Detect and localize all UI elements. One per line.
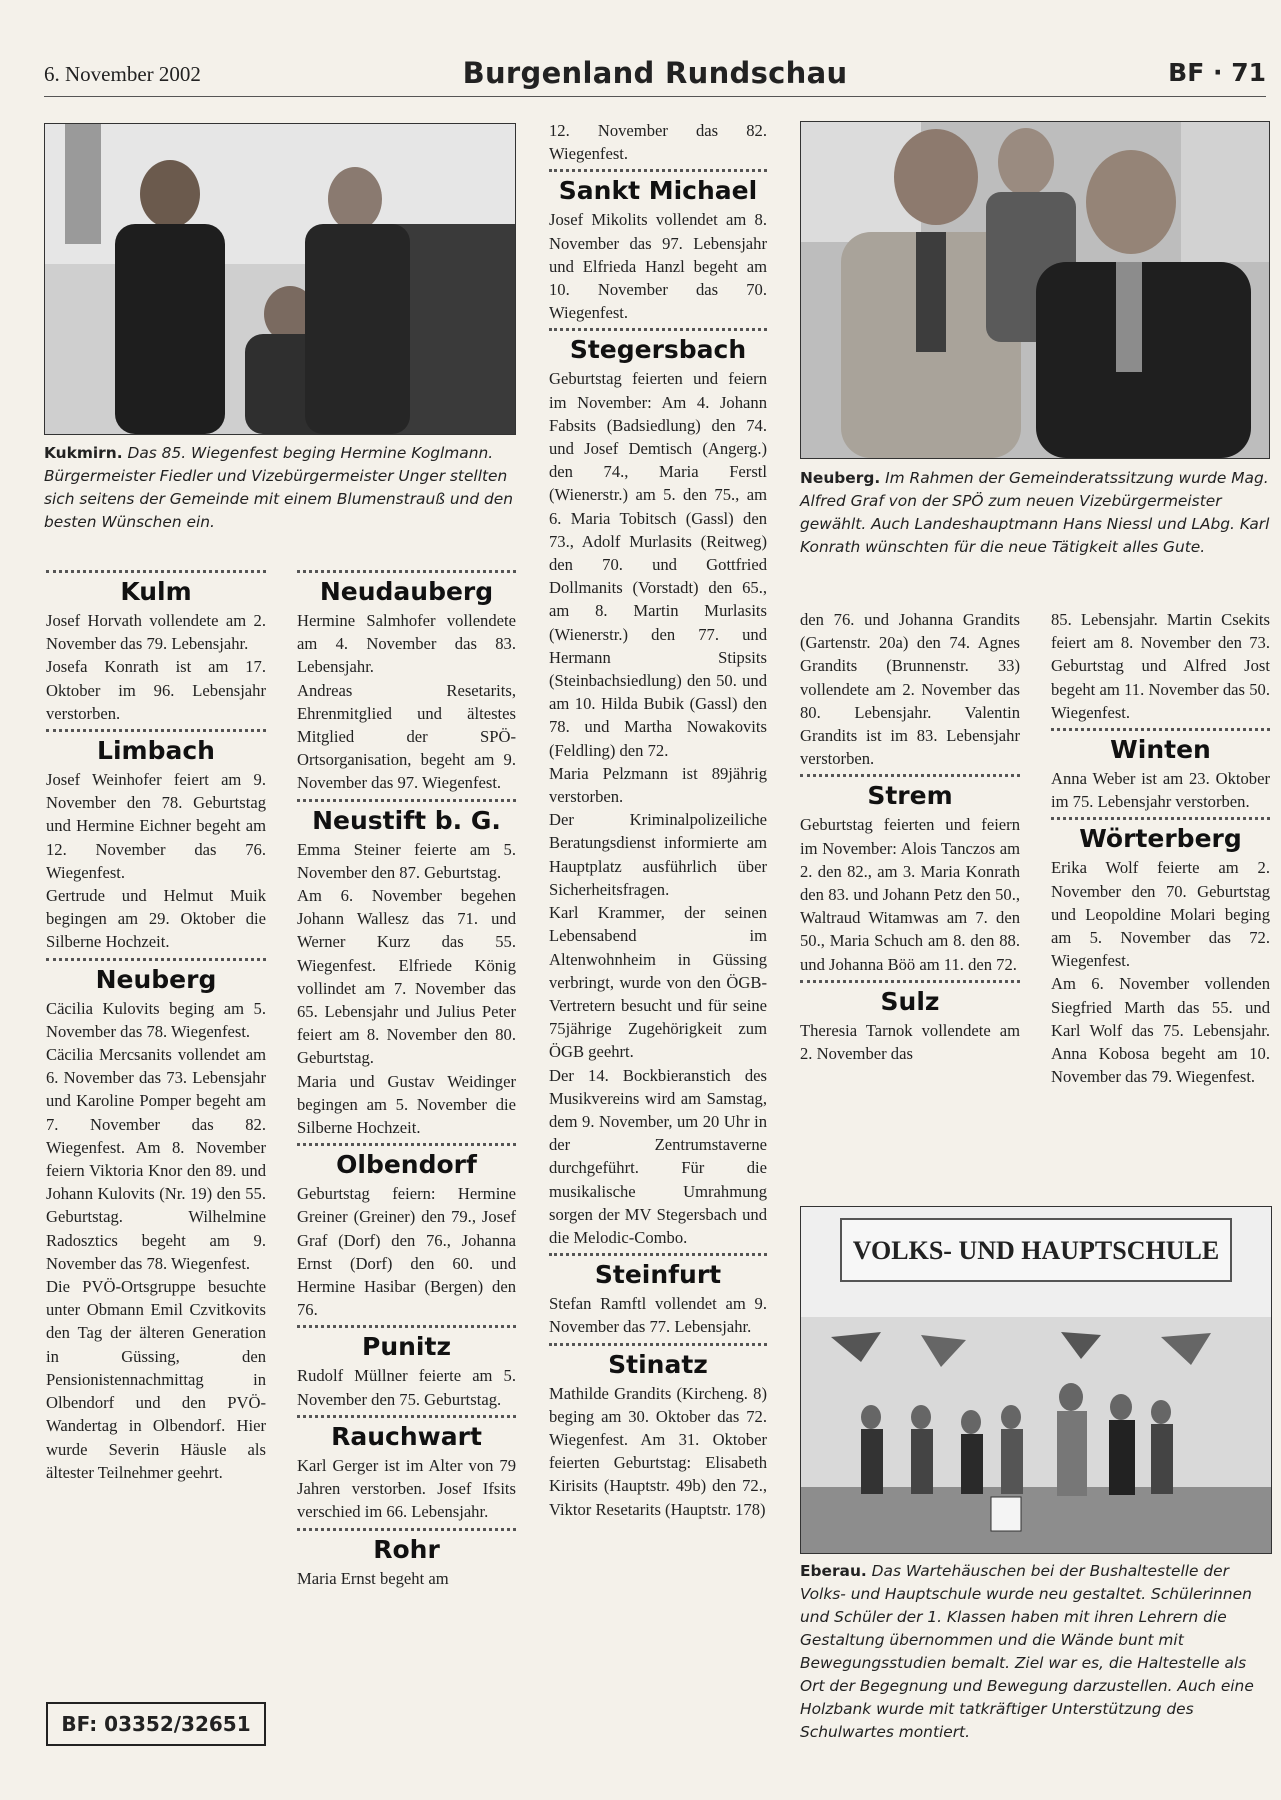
place-heading: Sankt Michael: [558, 176, 758, 206]
article-paragraph: Geburtstag feierten und feiern im November: Alois Tanczos am 2. den 82., am 3. Maria Konrath den 83. und Johann Petz den 50., Waltraud Witamwas am 7. den 50., Maria Schuch am 8. den 88. und Johanna Böö am 11. den 72.: [800, 815, 1020, 974]
place-heading: Neudauberg: [319, 577, 494, 606]
article-paragraph: Am 6. November vollenden Siegfried Marth das 55. und Karl Wolf das 75. Lebensjahr. Anna Kobosa begeht am 10. November das 79. Wiegenfest.: [1051, 974, 1270, 1087]
continued-paragraph: 12. November das 82. Wiegenfest.: [549, 121, 767, 164]
place-heading: Wörterberg: [1079, 824, 1242, 854]
article-paragraph: Gertrude und Helmut Muik begingen am 29. Oktober die Silberne Hochzeit.: [46, 886, 266, 952]
article-paragraph: Der Kriminalpolizeiliche Beratungsdienst informierte am Hauptplatz ausführlich über Sicherheitsfragen.: [549, 810, 767, 899]
dotted-divider: [549, 1343, 767, 1346]
dotted-divider: [549, 328, 767, 331]
place-heading: Punitz: [362, 1332, 451, 1362]
article-section: [297, 1325, 516, 1410]
dotted-divider: [1051, 728, 1270, 731]
dotted-divider: [297, 1415, 516, 1418]
place-heading: Sulz: [880, 986, 940, 1016]
article-section: [46, 570, 266, 725]
page-number: BF · 71: [1168, 58, 1266, 87]
article-paragraph: Josef Weinhofer feiert am 9. November den 78. Geburtstag und Hermine Eichner begeht am 12. November das 76. Wiegenfest.: [46, 770, 266, 882]
place-heading: Rauchwart: [331, 1421, 482, 1451]
article-section: [800, 774, 1020, 975]
dotted-divider: [549, 1253, 767, 1256]
article-section: [46, 958, 266, 1484]
place-heading: Olbendorf: [336, 1150, 477, 1180]
place-heading: Kulm: [120, 577, 192, 606]
article-section: [800, 980, 1020, 1065]
dotted-divider: [549, 169, 767, 172]
article-section: [549, 1253, 767, 1338]
dotted-divider: [1051, 817, 1270, 820]
caption-place: Neuberg.: [800, 469, 881, 487]
neuberg-caption: [800, 467, 1270, 559]
eberau-photo-image: [801, 1207, 1271, 1553]
caption-text: Im Rahmen der Gemeinderatssitzung wurde Mag. Alfred Graf von der SPÖ zum neuen Vizebürgermeister gewählt. Auch Landeshauptmann Hans Niessl und LAbg. Karl Konrath wünschten für die neue Tätigkeit alles Gute.: [800, 469, 1270, 556]
place-heading: Stegersbach: [569, 335, 747, 365]
article-paragraph: Am 6. November begehen Johann Wallesz das 71. und Werner Kurz das 55. Wiegenfest. Elfriede König vollindet am 7. November das 65. Lebensjahr und Julius Peter feiert am 8. November den 80. Geburtstag.: [297, 886, 516, 1068]
article-paragraph: Hermine Salmhofer vollendete am 4. November das 83. Lebensjahr.: [297, 611, 516, 677]
column-4: [800, 608, 1020, 1065]
article-paragraph: Geburtstag feiern: Hermine Greiner (Greiner) den 79., Josef Graf (Dorf) den 76., Johanna Ernst (Dorf) den 60. und Hermine Hasibar (Bergen) den 76.: [297, 1184, 516, 1320]
article-paragraph: Andreas Resetarits, Ehrenmitglied und ältestes Mitglied der SPÖ-Ortsorganisation, begeht am 9. November das 97. Wiegenfest.: [297, 680, 516, 793]
caption-text: Das 85. Wiegenfest beging Hermine Koglmann. Bürgermeister Fiedler und Vizebürgermeister Unger stellten sich seitens der Gemeinde mit einem Blumenstrauß und den besten Wünschen ein.: [44, 444, 513, 531]
newspaper-title: Burgenland Rundschau: [462, 56, 848, 90]
caption-place: Eberau.: [800, 1562, 867, 1580]
place-heading: Strem: [867, 781, 953, 811]
dotted-divider: [297, 799, 516, 802]
article-section: [549, 1343, 767, 1521]
school-sign-text: VOLKS- UND HAUPTSCHULE: [852, 1236, 1220, 1265]
article-paragraph: Mathilde Grandits (Kircheng. 8) beging am 30. Oktober das 72. Wiegenfest. Am 31. Oktober feierten Geburtstag: Elisabeth Kirisits (Hauptstr. 49b) den 72., Viktor Resetarits (Hauptstr. 178): [549, 1383, 767, 1519]
dotted-divider: [297, 1143, 516, 1146]
article-section: [297, 570, 516, 795]
continued-paragraph: 85. Lebensjahr. Martin Csekits feiert am 8. November den 73. Geburtstag und Alfred Jost begeht am 11. November das 50. Wiegenfest.: [1051, 610, 1270, 722]
dotted-divider: [46, 570, 266, 573]
article-section: [297, 1528, 516, 1590]
place-heading: Rohr: [373, 1534, 440, 1564]
neuberg-photo-image: [801, 122, 1269, 458]
article-section: [297, 1143, 516, 1321]
place-heading: Limbach: [97, 736, 215, 766]
eberau-photo: [800, 1206, 1272, 1554]
caption-text: Das Wartehäuschen bei der Bushaltestelle der Volks- und Hauptschule wurde neu gestaltet. Schülerinnen und Schüler der 1. Klassen haben mit ihren Lehrern die Gestaltung übernommen und die Wände bunt mit Bewegungsstudien bemalt. Ziel war es, die Haltestelle als Ort der Begegnung und Bewegung darzustellen. Auch eine Holzbank wurde mit tatkräftiger Unterstützung des Schulwartes montiert.: [800, 1562, 1254, 1741]
article-section: [549, 328, 767, 1249]
article-paragraph: Josef Horvath vollendete am 2. November das 79. Lebensjahr.: [46, 611, 266, 654]
place-heading: Steinfurt: [594, 1260, 722, 1290]
continued-paragraph: den 76. und Johanna Grandits (Gartenstr. 20a) den 74. Agnes Grandits (Brunnenstr. 33) vollendete am 2. November das 80. Lebensjahr. Valentin Grandits ist im 83. Lebensjahr verstorben.: [800, 610, 1020, 769]
article-paragraph: Cäcilia Mercsanits vollendet am 6. November das 73. Lebensjahr und Karoline Pomper begeht am 7. November das 82. Wiegenfest. Am 8. November feiern Viktoria Knor den 89. und Johann Kulovits (Nr. 19) den 55. Geburtstag. Wilhelmine Radosztics begeht am 9. November das 78. Wiegenfest.: [46, 1045, 266, 1273]
article-paragraph: Die PVÖ-Ortsgruppe besuchte unter Obmann Emil Czvitkovits den Tag der älteren Generation in Güssing, den Pensionistennachmittag in Olbendorf und den PVÖ-Wandertag in Olbendorf. Hier wurde Severin Häusle als ältester Teilnehmer geehrt.: [46, 1277, 266, 1482]
article-section: [1051, 817, 1270, 1088]
page-header: [44, 56, 1266, 97]
kukmirn-photo: [44, 123, 516, 435]
article-paragraph: Erika Wolf feierte am 2. November den 70. Geburtstag und Leopoldine Molari beging am 5. November das 72. Wiegenfest.: [1051, 858, 1270, 971]
dotted-divider: [800, 980, 1020, 983]
article-section: [1051, 728, 1270, 813]
dotted-divider: [46, 729, 266, 732]
article-paragraph: Theresia Tarnok vollendete am 2. November das: [800, 1020, 1020, 1064]
column-1: [46, 566, 266, 1484]
article-section: [46, 729, 266, 954]
eberau-caption: [800, 1560, 1272, 1744]
article-paragraph: Stefan Ramftl vollendet am 9. November das 77. Lebensjahr.: [549, 1294, 767, 1337]
dotted-divider: [46, 958, 266, 961]
article-paragraph: Der 14. Bockbieranstich des Musikvereins wird am Samstag, dem 9. November, um 20 Uhr in der Zentrumstaverne durchgeführt. Für die musikalische Umrahmung sorgen der MV Stegersbach und die Melodic-Combo.: [549, 1065, 767, 1247]
article-paragraph: Josefa Konrath ist am 17. Oktober im 96. Lebensjahr verstorben.: [46, 657, 266, 723]
article-section: [549, 169, 767, 324]
dotted-divider: [297, 1528, 516, 1531]
article-paragraph: Emma Steiner feierte am 5. November den 87. Geburtstag.: [297, 839, 516, 882]
dotted-divider: [800, 774, 1020, 777]
column-2: [297, 566, 516, 1590]
article-paragraph: Rudolf Müllner feierte am 5. November den 75. Geburtstag.: [297, 1366, 516, 1409]
dotted-divider: [297, 1325, 516, 1328]
article-section: [297, 799, 516, 1140]
article-paragraph: Karl Krammer, der seinen Lebensabend im Altenwohnheim in Güssing verbringt, wurde von den ÖGB-Vertretern besucht und für seine 75jährige Zugehörigkeit zum ÖGB geehrt.: [549, 903, 767, 1062]
article-paragraph: Maria und Gustav Weidinger begingen am 5. November die Silberne Hochzeit.: [297, 1071, 516, 1138]
kukmirn-caption: [44, 442, 516, 534]
place-heading: Neustift b. G.: [312, 805, 501, 835]
kukmirn-photo-image: [45, 124, 515, 434]
column-3: [549, 119, 767, 1521]
phone-box: BF: 03352/32651: [46, 1702, 266, 1746]
article-paragraph: Geburtstag feierten und feiern im November: Am 4. Johann Fabsits (Badsiedlung) den 74. und Josef Demtisch (Angerg.) den 74., Maria Ferstl (Wienerstr.) am 5. den 75., am 6. Maria Tobitsch (Gassl) den 73., Adolf Murlasits (Reitweg) den 70. und Gottfried Dollmanits (Vorstadt) den 65., am 8. Martin Murlasits (Wienerstr.) den 77. und Hermann Stipsits (Steinbachsiedlung) den 50. und am 10. Hilda Bubik (Gassl) den 78. und Martha Nowakovits (Feldling) den 72.: [549, 369, 767, 760]
article-paragraph: Anna Weber ist am 23. Oktober im 75. Lebensjahr verstorben.: [1051, 769, 1270, 812]
place-heading: Winten: [1110, 735, 1211, 765]
article-paragraph: Karl Gerger ist im Alter von 79 Jahren verstorben. Josef Ifsits verschied im 66. Lebensjahr.: [297, 1455, 516, 1522]
caption-place: Kukmirn.: [44, 444, 123, 462]
article-paragraph: Maria Pelzmann ist 89jährig verstorben.: [549, 763, 767, 807]
article-paragraph: Cäcilia Kulovits beging am 5. November das 78. Wiegenfest.: [46, 998, 266, 1041]
place-heading: Stinatz: [608, 1349, 708, 1379]
article-section: [297, 1415, 516, 1524]
issue-date: 6. November 2002: [44, 62, 201, 86]
dotted-divider: [297, 570, 516, 573]
column-5: [1051, 608, 1270, 1088]
article-paragraph: Maria Ernst begeht am: [297, 1568, 449, 1588]
place-heading: Neuberg: [95, 964, 217, 994]
neuberg-photo: [800, 121, 1270, 459]
article-paragraph: Josef Mikolits vollendet am 8. November das 97. Lebensjahr und Elfrieda Hanzl begeht am 10. November das 70. Wiegenfest.: [549, 210, 767, 323]
